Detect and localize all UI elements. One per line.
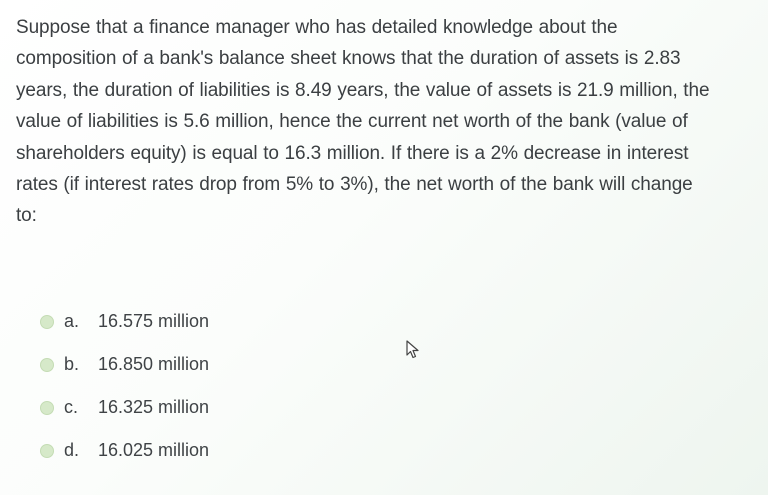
question-line: value of liabilities is 5.6 million, hence the current net worth of the bank (value of	[16, 111, 688, 133]
option-letter: b.	[64, 354, 80, 374]
question-line: shareholders equity) is equal to 16.3 million. If there is a 2% decrease in interest	[16, 142, 689, 164]
option-a[interactable]	[40, 300, 440, 343]
option-value: 16.325 million	[98, 397, 210, 417]
radio-button-icon[interactable]	[40, 401, 54, 415]
radio-button-icon[interactable]	[40, 444, 54, 458]
option-letter: a.	[64, 311, 80, 331]
option-letter: d.	[64, 440, 80, 460]
option-value: 16.025 million	[98, 440, 210, 460]
question-line: to:	[16, 205, 37, 227]
answer-options	[40, 300, 440, 472]
question-line: rates (if interest rates drop from 5% to 3%), the net worth of the bank will change	[16, 174, 693, 196]
option-value: 16.850 million	[98, 354, 210, 374]
radio-button-icon[interactable]	[40, 358, 54, 372]
question-text	[16, 12, 754, 232]
question-line: years, the duration of liabilities is 8.49 years, the value of assets is 21.9 million, the	[16, 79, 710, 101]
option-d[interactable]	[40, 429, 440, 472]
option-c[interactable]	[40, 386, 440, 429]
mouse-pointer-icon	[405, 340, 421, 360]
option-letter: c.	[64, 397, 79, 417]
option-value: 16.575 million	[98, 311, 210, 331]
question-line: composition of a bank's balance sheet knows that the duration of assets is 2.83	[16, 48, 681, 70]
question-line: Suppose that a finance manager who has detailed knowledge about the	[16, 17, 618, 38]
radio-button-icon[interactable]	[40, 315, 54, 329]
option-b[interactable]	[40, 343, 440, 386]
